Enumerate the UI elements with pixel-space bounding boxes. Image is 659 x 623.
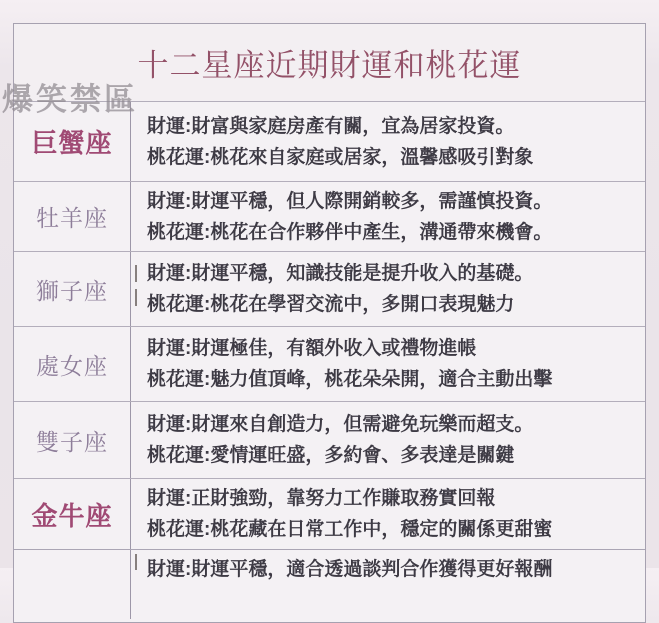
zodiac-sign-label: 雙子座 — [14, 402, 131, 478]
fortune-text-cell — [131, 252, 645, 326]
fortune-text-cell — [131, 479, 645, 549]
zodiac-sign-label — [14, 550, 131, 619]
table-row-partial — [14, 549, 645, 619]
romance-line: 桃花運:魅力值頂峰，桃花朵朵開，適合主動出擊 — [147, 369, 553, 390]
fortune-text-cell — [131, 182, 645, 251]
wealth-line: 財運:財運平穩，知識技能是提升收入的基礎。 — [147, 263, 534, 284]
zodiac-sign-label: 牡羊座 — [14, 182, 131, 251]
fortune-text-cell — [131, 550, 645, 619]
table-row-gemini — [14, 401, 645, 478]
cursor-artifact-mark — [135, 265, 137, 282]
page-title: 十二星座近期財運和桃花運 — [137, 48, 522, 83]
zodiac-sign-label: 處女座 — [14, 327, 131, 401]
fortune-text-cell — [131, 102, 645, 181]
cursor-artifact-mark — [135, 554, 137, 570]
romance-line: 桃花運:桃花在學習交流中，多開口表現魅力 — [147, 294, 515, 315]
watermark: 爆笑禁區 — [2, 82, 138, 117]
table-row-virgo — [14, 326, 645, 401]
wealth-line: 財運:財運來自創造力，但需避免玩樂而超支。 — [147, 414, 534, 435]
wealth-line: 財運:財運極佳，有額外收入或禮物進帳 — [147, 338, 477, 359]
wealth-line: 財運:財富與家庭房產有關，宜為居家投資。 — [147, 115, 515, 137]
fortune-text-cell — [131, 402, 645, 478]
romance-line: 桃花運:愛情運旺盛，多約會、多表達是關鍵 — [147, 445, 515, 466]
cursor-artifact-mark — [135, 289, 137, 306]
romance-line: 桃花運:桃花來自家庭或居家，溫馨感吸引對象 — [147, 146, 534, 168]
zodiac-sign-label: 金牛座 — [14, 479, 131, 549]
wealth-line: 財運:財運平穩，但人際開銷較多，需謹慎投資。 — [147, 190, 553, 212]
wealth-line: 財運:財運平穩，適合透過談判合作獲得更好報酬 — [147, 559, 553, 580]
zodiac-sign-label: 巨蟹座 — [14, 102, 131, 181]
table-row-leo — [14, 251, 645, 326]
zodiac-sign-label: 獅子座 — [14, 252, 131, 326]
romance-line: 桃花運:桃花藏在日常工作中，穩定的關係更甜蜜 — [147, 519, 553, 540]
romance-line: 桃花運:桃花在合作夥伴中產生，溝通帶來機會。 — [147, 221, 553, 243]
table-row-taurus — [14, 478, 645, 549]
table-row-aries — [14, 181, 645, 251]
fortune-text-cell — [131, 327, 645, 401]
wealth-line: 財運:正財強勁，靠努力工作賺取務實回報 — [147, 488, 496, 509]
